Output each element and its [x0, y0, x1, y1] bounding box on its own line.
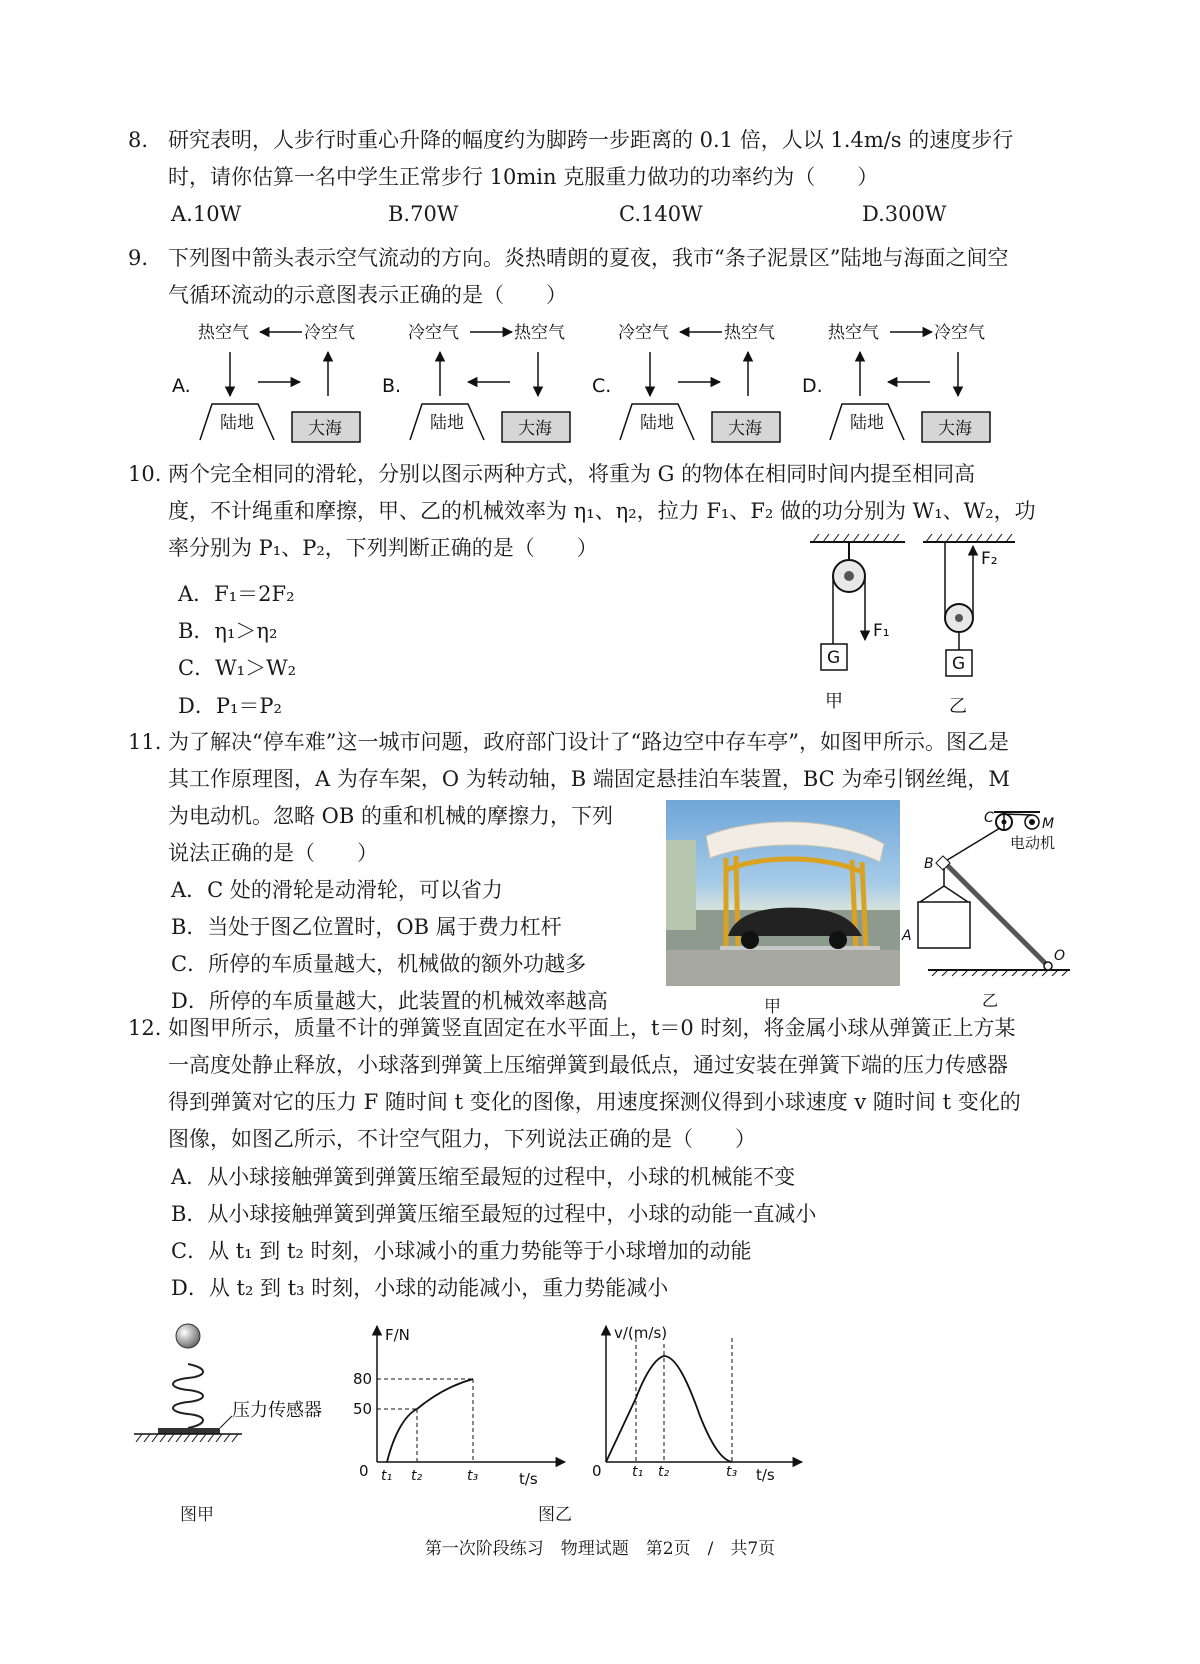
option-a: A．C 处的滑轮是动滑轮，可以省力 [171, 878, 503, 902]
option-d: D.300W [862, 202, 947, 226]
option-c: C.140W [619, 202, 703, 226]
option-d: D．P₁＝P₂ [178, 694, 282, 718]
question-line: 为了解决“停车难”这一城市问题，政府部门设计了“路边空中存车亭”，如图甲所示。图乙是 [168, 730, 1009, 754]
option-letter: C. [592, 375, 612, 397]
question-line: 得到弹簧对它的压力 F 随时间 t 变化的图像，用速度探测仪得到小球速度 v 随时间 t 变化的 [168, 1090, 1021, 1114]
question-line: 时，请你估算一名中学生正常步行 10min 克服重力做功的功率约为（ ） [168, 165, 879, 189]
question-line: 下列图中箭头表示空气流动的方向。炎热晴朗的夏夜，我市“条子泥景区”陆地与海面之间空 [168, 246, 1009, 270]
tick-label-t3: t₃ [726, 1464, 738, 1480]
option-d: D．所停的车质量越大，此装置的机械效率越高 [171, 989, 608, 1013]
option-b: B．从小球接触弹簧到弹簧压缩至最短的过程中，小球的动能一直减小 [171, 1202, 817, 1226]
question-line: 研究表明，人步行时重心升降的幅度约为脚跨一步距离的 0.1 倍，人以 1.4m/s 的速度步行 [168, 128, 1014, 152]
option-c: C．W₁＞W₂ [178, 656, 297, 680]
option-letter: B. [382, 375, 402, 397]
option-c: C．所停的车质量越大，机械做的额外功越多 [171, 952, 587, 976]
spring [173, 1364, 203, 1428]
option-a: A．从小球接触弹簧到弹簧压缩至最短的过程中，小球的机械能不变 [171, 1165, 796, 1189]
left-air-label: 冷空气 [618, 323, 669, 343]
land-label: 陆地 [220, 413, 254, 433]
pulley-figure [805, 532, 1025, 718]
question-number: 11. [128, 730, 162, 754]
right-air-label: 冷空气 [304, 323, 355, 343]
sea-label: 大海 [728, 419, 762, 439]
option-a: A.10W [171, 202, 242, 226]
figure-caption-jia: 甲 [764, 997, 781, 1017]
question-number: 8. [128, 128, 149, 152]
label-o: O [1054, 948, 1066, 964]
question-line: 为电动机。忽略 OB 的重和机械的摩擦力，下列 [168, 804, 613, 828]
question-line: 两个完全相同的滑轮，分别以图示两种方式，将重为 G 的物体在相同时间内提至相同高 [168, 462, 976, 486]
page-footer: 第一次阶段练习 物理试题 第2页 / 共7页 [424, 1539, 776, 1559]
sea-label: 大海 [938, 419, 972, 439]
left-air-label: 冷空气 [408, 323, 459, 343]
force-curve [387, 1379, 473, 1462]
label-b: B [924, 856, 934, 872]
right-air-label: 热空气 [724, 323, 775, 343]
parking-photo [666, 800, 900, 986]
question-text [168, 122, 1013, 196]
axis-label-t: t/s [756, 1466, 775, 1484]
sea-label: 大海 [308, 419, 342, 439]
force-label-f2: F₂ [981, 549, 998, 569]
velocity-curve [606, 1356, 732, 1462]
figure-label-yi: 乙 [982, 991, 999, 1010]
option-b: B.70W [388, 202, 459, 226]
diagram-b [382, 323, 570, 442]
option-c: C．从 t₁ 到 t₂ 时刻，小球减小的重力势能等于小球增加的动能 [171, 1239, 752, 1263]
label-m: M [1042, 816, 1055, 832]
tick-label-t2: t₂ [411, 1468, 423, 1484]
sea-breeze-diagrams [160, 316, 1020, 448]
right-air-label: 热空气 [514, 323, 565, 343]
velocity-time-graph [592, 1320, 812, 1484]
question-number: 12. [128, 1016, 162, 1040]
parking-schematic [900, 806, 1070, 1016]
question-line: 气循环流动的示意图表示正确的是（ ） [168, 283, 567, 307]
sea-label: 大海 [518, 419, 552, 439]
figure-caption-yi: 图乙 [538, 1505, 572, 1525]
force-label-f1: F₁ [873, 621, 890, 641]
question-line: 说法正确的是（ ） [168, 841, 378, 865]
figure-caption-jia: 图甲 [180, 1505, 214, 1525]
origin-label: 0 [592, 1462, 602, 1480]
tick-label-80: 80 [353, 1370, 373, 1388]
diagram-d [802, 323, 990, 442]
tick-label-t2: t₂ [658, 1464, 670, 1480]
diagram-c [592, 323, 780, 442]
weight-label: G [827, 648, 841, 668]
question-line: 其工作原理图，A 为存车架，O 为转动轴，B 端固定悬挂泊车装置，BC 为牵引钢丝绳，M [168, 767, 1010, 791]
left-air-label: 热空气 [828, 323, 879, 343]
label-c: C [984, 810, 994, 826]
option-a: A．F₁＝2F₂ [178, 582, 295, 606]
tick-label-50: 50 [353, 1400, 373, 1418]
question-line: 如图甲所示，质量不计的弹簧竖直固定在水平面上，t＝0 时刻，将金属小球从弹簧正上方某 [168, 1016, 1016, 1040]
option-b: B．η₁＞η₂ [178, 619, 278, 643]
question-line: 度，不计绳重和摩擦，甲、乙的机械效率为 η₁、η₂，拉力 F₁、F₂ 做的功分别为 W₁、W₂，功 [168, 499, 1036, 523]
motor-label: 电动机 [1010, 834, 1056, 852]
question-text [168, 240, 1008, 314]
figure-label-jia: 甲 [825, 691, 843, 712]
origin-label: 0 [359, 1462, 369, 1480]
option-letter: D. [802, 375, 823, 397]
right-air-label: 冷空气 [934, 323, 985, 343]
pressure-sensor-label: 压力传感器 [232, 1400, 322, 1421]
question-line: 一高度处静止释放，小球落到弹簧上压缩弹簧到最低点，通过安装在弹簧下端的压力传感器 [168, 1053, 1008, 1077]
weight-label: G [952, 654, 966, 674]
left-air-label: 热空气 [198, 323, 249, 343]
option-letter: A. [172, 375, 191, 397]
tick-label-t1: t₁ [632, 1464, 644, 1480]
question-text [168, 1010, 1021, 1158]
land-label: 陆地 [640, 413, 674, 433]
figure-label-yi: 乙 [949, 696, 967, 717]
option-d: D．从 t₂ 到 t₃ 时刻，小球的动能减小，重力势能减小 [171, 1276, 669, 1300]
question-number: 10. [128, 462, 162, 486]
land-label: 陆地 [850, 413, 884, 433]
question-line: 图像，如图乙所示，不计空气阻力，下列说法正确的是（ ） [168, 1127, 756, 1151]
force-time-graph [353, 1320, 575, 1488]
label-a: A [902, 928, 912, 944]
axis-label-t: t/s [519, 1470, 538, 1488]
tick-label-t3: t₃ [467, 1468, 479, 1484]
option-b: B．当处于图乙位置时，OB 属于费力杠杆 [171, 915, 562, 939]
tick-label-t1: t₁ [381, 1468, 393, 1484]
diagram-a [172, 323, 360, 442]
metal-ball [176, 1324, 200, 1348]
question-number: 9. [128, 246, 149, 270]
question-line: 率分别为 P₁、P₂，下列判断正确的是（ ） [168, 536, 598, 560]
land-label: 陆地 [430, 413, 464, 433]
spring-figure [128, 1320, 348, 1450]
axis-label-f: F/N [385, 1326, 410, 1344]
axis-label-v: v/(m/s) [614, 1324, 668, 1342]
